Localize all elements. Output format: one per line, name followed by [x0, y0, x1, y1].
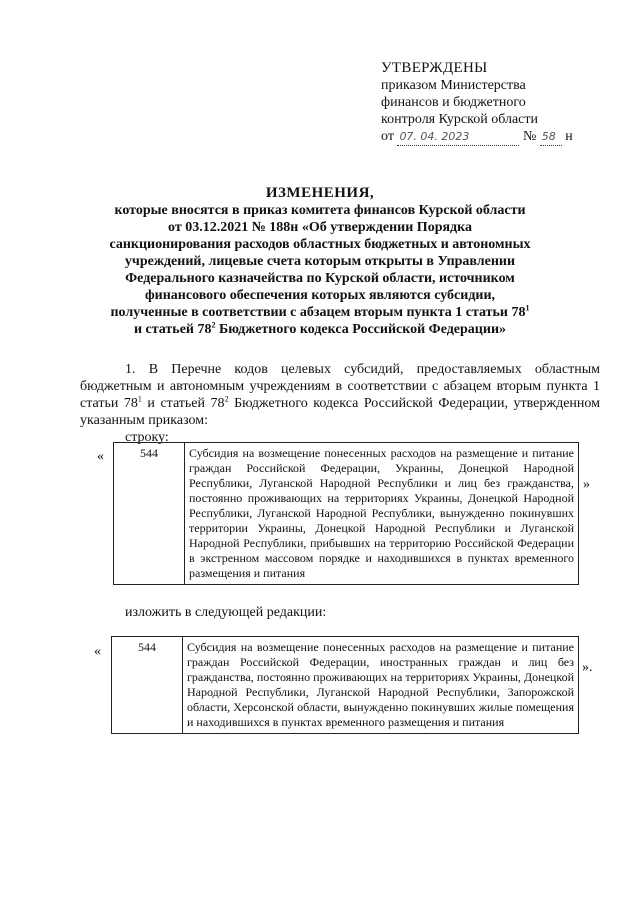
handwritten-number: 58 — [540, 128, 562, 146]
heading-line-5: Федерального казначейства по Курской области, источником — [125, 271, 515, 286]
heading-line-7-text: полученные в соответствии с абзацем вторым пункта 1 статьи 78 — [110, 305, 526, 320]
new-row-open-quote: « — [94, 644, 101, 659]
paragraph-1 — [80, 361, 600, 429]
heading-line-8a: и статьей 78 — [133, 322, 212, 337]
paragraph-text-1: 1. В Перечне кодов целевых субсидий, предоставляемых областным бюджетным и автономным учреждениям в соответствии с абзацем вторым пункта 1 статьи 78 — [80, 362, 600, 411]
heading-line-1: которые вносятся в приказ комитета финансов Курской области — [114, 203, 526, 218]
row-label: строку: — [125, 430, 169, 445]
old-row-text: Субсидия на возмещение понесенных расходов на размещение и питание граждан Российской Федерации, Украины, Донецкой Народной Республики, Луганской Народной Республики и лиц без гражданства, постоянно проживающих на территориях Украины, Донецкой Народной Республики, Луганской Народной Республики, вынужденно покинувших территории Украины, Донецкой Народной Республики и Луганской Народной Республики, прибывших на территорию Российской Федерации в экстренном массовом порядке и находившихся в пунктах временного размещения и питания — [185, 443, 579, 585]
heading-line-4: учреждений, лицевые счета которым открыты в Управлении — [124, 254, 516, 269]
heading-line-8 — [80, 321, 560, 338]
paragraph-text-3: Бюджетного кодекса Российской Федерации, утвержденном указанным приказом: — [80, 396, 600, 428]
new-row-code: 544 — [112, 637, 183, 734]
date-prefix: от — [381, 129, 394, 144]
heading-line-3: санкционирования расходов областных бюджетных и автономных — [109, 237, 531, 252]
heading-title: ИЗМЕНЕНИЯ, — [265, 185, 375, 201]
approval-title: УТВЕРЖДЕНЫ — [381, 60, 488, 76]
number-prefix: № — [522, 129, 537, 144]
document-heading — [80, 185, 560, 338]
heading-line-7 — [80, 304, 560, 321]
handwritten-date: 07. 04. 2023 — [397, 128, 519, 146]
superscript: 1 — [137, 394, 142, 404]
heading-line-2: от 03.12.2021 № 188н «Об утверждении Порядка — [168, 220, 472, 235]
approval-date-line — [381, 128, 621, 146]
new-edition-label: изложить в следующей редакции: — [125, 605, 327, 620]
new-row-table — [111, 636, 579, 734]
old-row-open-quote: « — [97, 449, 104, 464]
old-row-close-quote: » — [583, 477, 590, 492]
superscript: 1 — [525, 303, 530, 313]
approval-line-3: контроля Курской области — [381, 112, 538, 127]
new-row-text: Субсидия на возмещение понесенных расходов на размещение и питание граждан Российской Федерации, иностранных граждан и лиц без гражданства, постоянно проживающих на территориях Украины, Донецкой Народной Республики, Луганской Народной Республики, Запорожской области, Херсонской области, вынужденно покинувших жилые помещения и находившихся в пунктах временного размещения и питания — [183, 637, 579, 734]
superscript: 2 — [211, 320, 216, 330]
paragraph-text-2: и статьей 78 — [141, 396, 225, 411]
approval-line-2: финансов и бюджетного — [381, 95, 526, 110]
number-suffix: н — [565, 129, 573, 144]
approval-block — [381, 60, 621, 146]
table-row — [112, 637, 579, 734]
old-row-code: 544 — [114, 443, 185, 585]
approval-line-1: приказом Министерства — [381, 78, 526, 93]
table-row — [114, 443, 579, 585]
heading-line-6: финансового обеспечения которых являются субсидии, — [144, 288, 496, 303]
old-row-table — [113, 442, 579, 585]
superscript: 2 — [224, 394, 229, 404]
new-row-close-quote: ». — [582, 660, 593, 675]
heading-line-8b: Бюджетного кодекса Российской Федерации» — [215, 322, 507, 337]
